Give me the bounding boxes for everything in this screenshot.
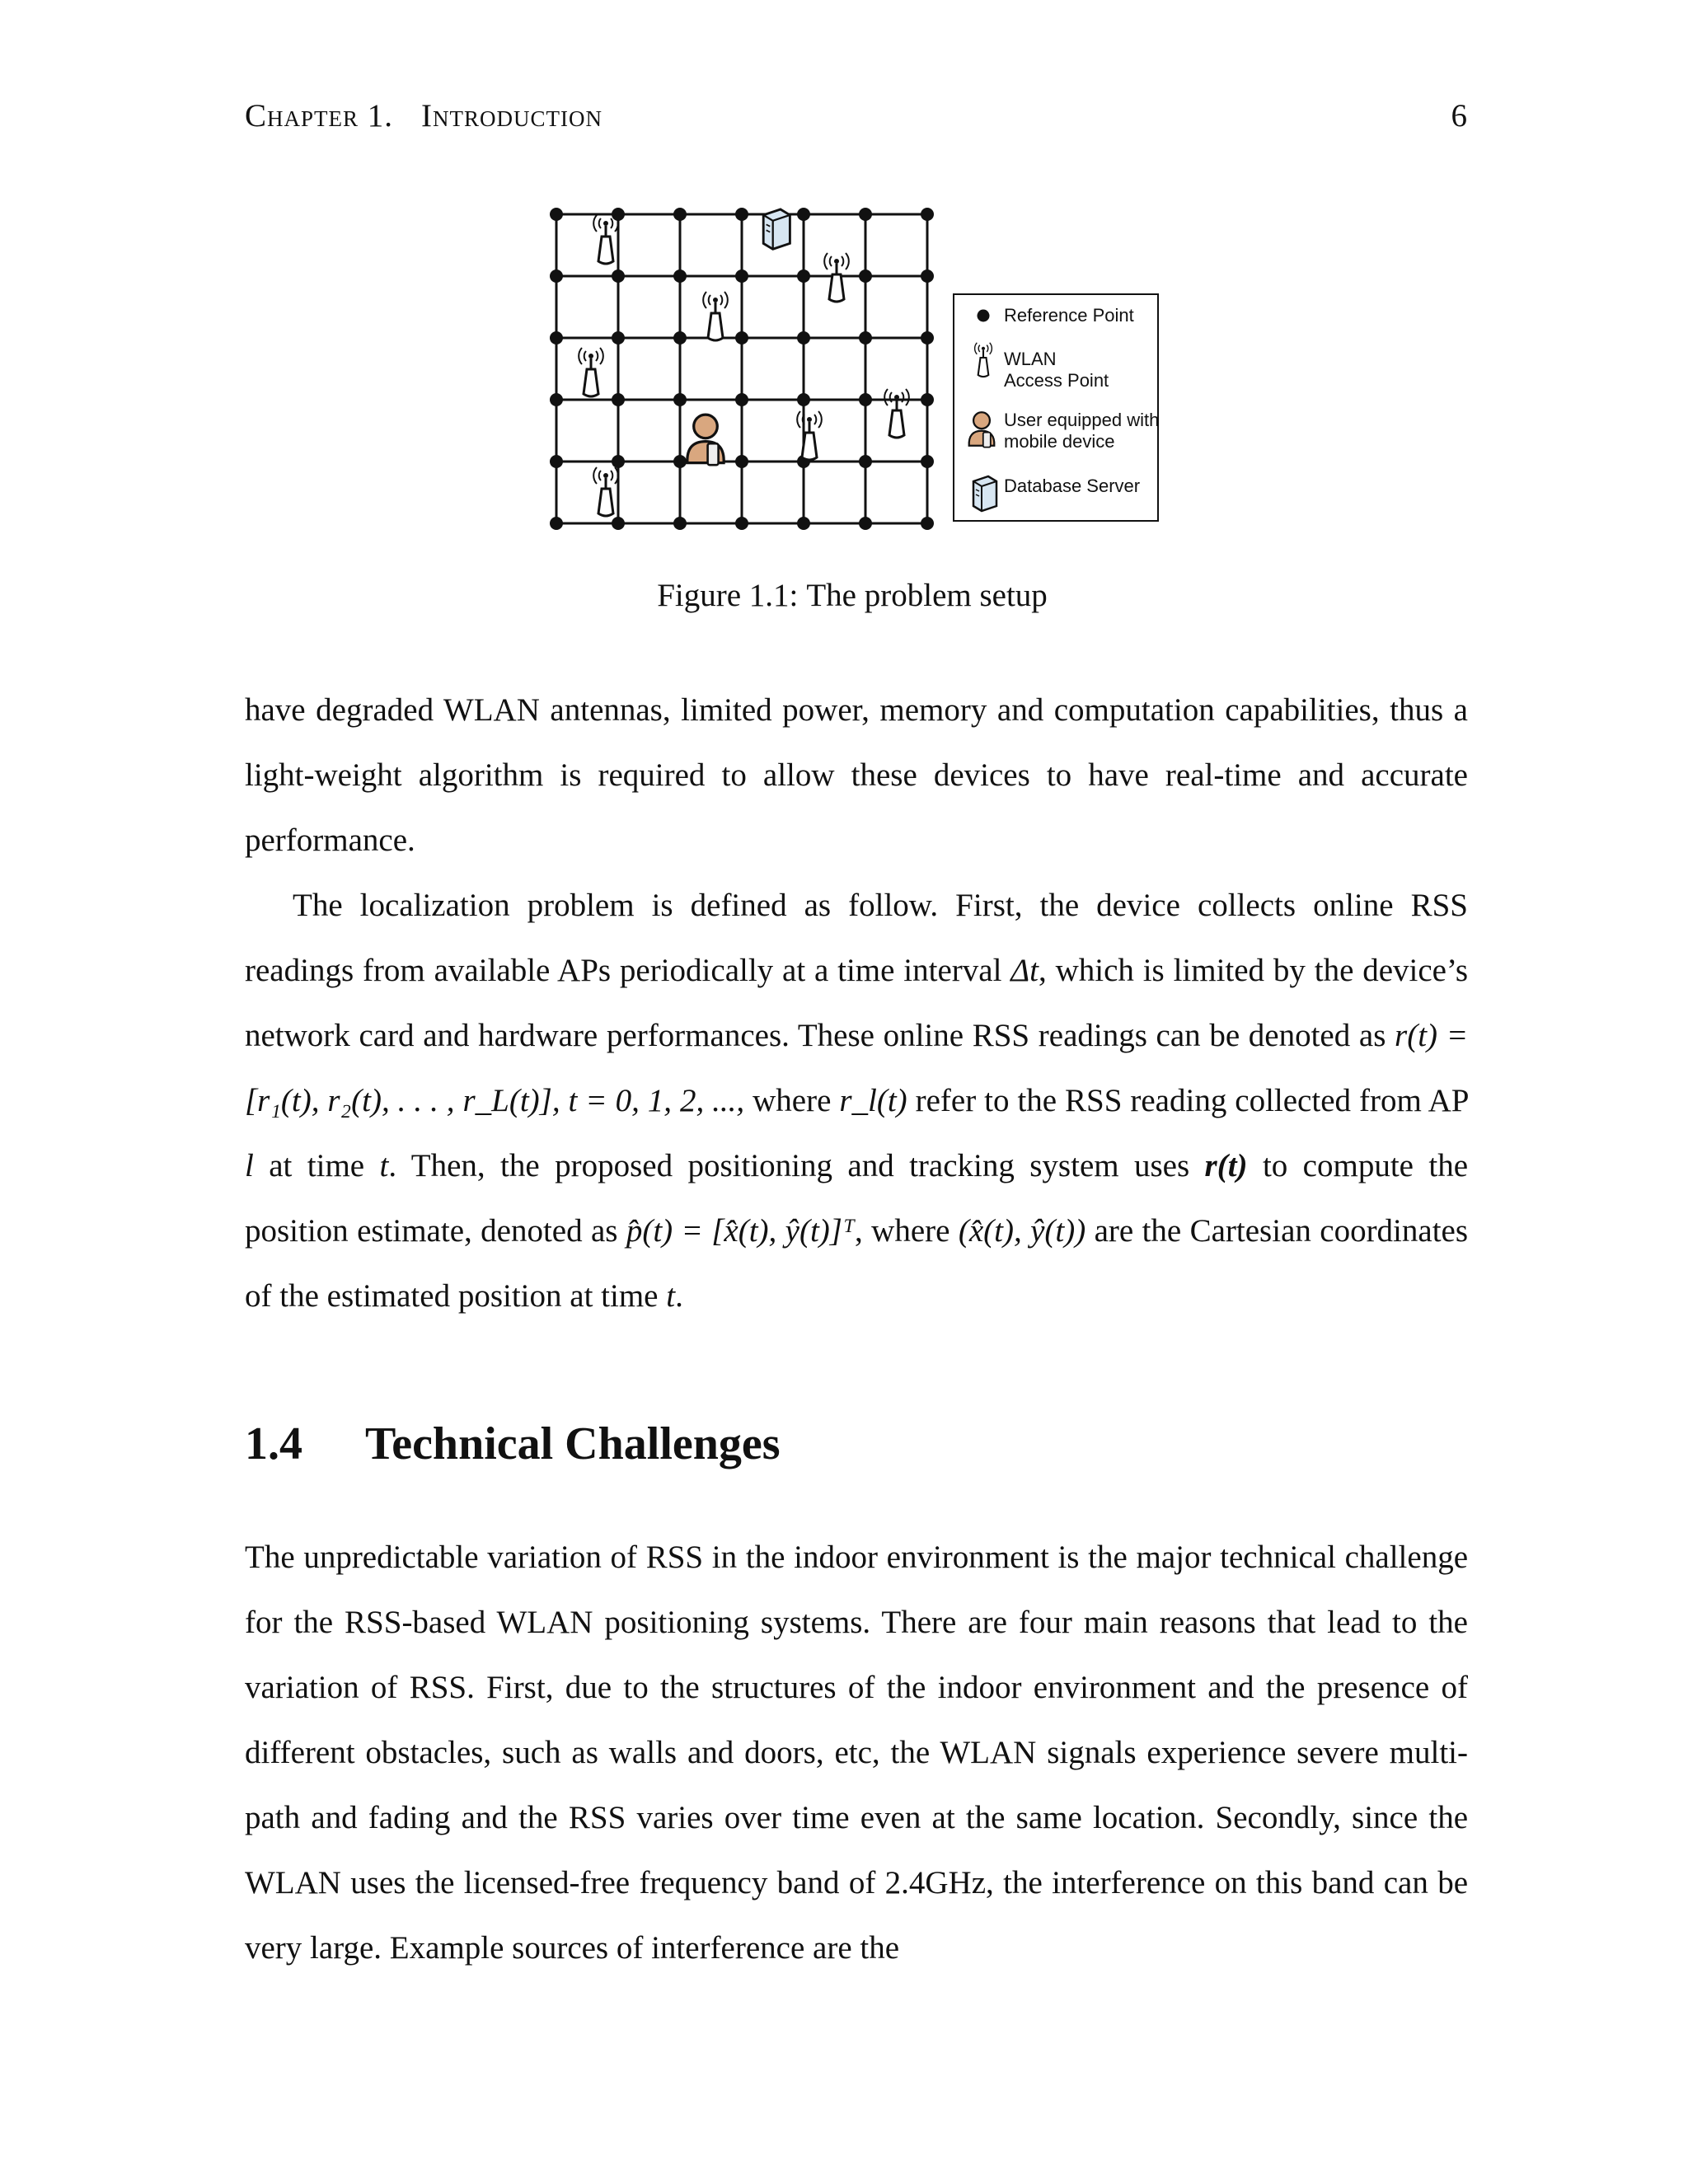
paragraph-1: have degraded WLAN antennas, limited power, memory and computation capabilities, thus a light-weight algorithm is required to allow these devices to have real-time and accurate performance. bbox=[245, 692, 1468, 858]
reference-point bbox=[859, 208, 872, 221]
reference-point bbox=[797, 517, 810, 530]
figure-caption bbox=[245, 577, 1468, 614]
access-point-icon bbox=[593, 467, 618, 516]
p2-text-2: , which is limited by the device’s network card and hardware performances. These online RSS readings can be denoted as bbox=[245, 953, 1468, 1053]
access-point-icon bbox=[579, 348, 603, 396]
math-r-t: r(t) bbox=[1204, 1148, 1248, 1183]
math-delta-t: Δt bbox=[1010, 953, 1039, 988]
body-text-top bbox=[245, 677, 1468, 1329]
reference-point bbox=[673, 331, 687, 344]
reference-point bbox=[550, 331, 563, 344]
reference-point bbox=[921, 269, 934, 283]
reference-point bbox=[921, 455, 934, 468]
chapter-title: Introduction bbox=[421, 98, 603, 134]
access-point-icon bbox=[593, 215, 618, 264]
body-text-bottom bbox=[245, 1525, 1468, 1980]
paragraph-2 bbox=[245, 873, 1468, 1329]
p2-text-4: refer to the RSS reading collected from AP bbox=[907, 1083, 1468, 1118]
reference-point bbox=[550, 269, 563, 283]
reference-point bbox=[612, 517, 625, 530]
caption-label: Figure 1.1: bbox=[657, 578, 799, 613]
reference-point bbox=[859, 269, 872, 283]
legend-reference-point-icon bbox=[978, 310, 990, 322]
page-number: 6 bbox=[1451, 98, 1468, 134]
reference-point bbox=[673, 455, 687, 468]
caption-text: The problem setup bbox=[806, 578, 1048, 613]
running-head bbox=[245, 97, 1468, 147]
math-coordinates: (x̂(t), ŷ(t)) bbox=[958, 1213, 1086, 1249]
math-l: l bbox=[245, 1148, 254, 1183]
legend-server-icon bbox=[973, 476, 996, 511]
paragraph-3: The unpredictable variation of RSS in the indoor environment is the major technical challenge for the RSS-based WLAN positioning systems. There are four main reasons that lead to the variation of RSS. First, due to the structures of the indoor environment and the presence of different obstacles, such as walls and doors, etc, the WLAN signals experience severe multi-path and fading and the RSS varies over time even at the same location. Secondly, since the WLAN uses the licensed-free frequency band of 2.4GHz, the interference on this band can be very large. Example sources of interference are the bbox=[245, 1540, 1468, 1966]
chapter-heading bbox=[245, 97, 631, 134]
p2-text-1: The localization problem is defined as follow. First, the device collects online RSS readings from available APs periodically at a time interval bbox=[245, 888, 1468, 988]
reference-point bbox=[921, 331, 934, 344]
server-icon bbox=[763, 209, 790, 249]
legend-access-point-label: WLAN Access Point bbox=[1004, 349, 1109, 391]
reference-point bbox=[797, 269, 810, 283]
section-number: 1.4 bbox=[245, 1418, 302, 1469]
reference-point bbox=[673, 208, 687, 221]
reference-point bbox=[612, 208, 625, 221]
reference-point bbox=[735, 269, 748, 283]
p2-text-6: . Then, the proposed positioning and tracking system uses bbox=[388, 1148, 1205, 1183]
legend-reference-point-label: Reference Point bbox=[1004, 305, 1134, 326]
math-position-estimate: p̂(t) = [x̂(t), ŷ(t)]ᵀ bbox=[626, 1213, 856, 1249]
reference-point bbox=[735, 517, 748, 530]
math-t: t bbox=[379, 1148, 389, 1183]
user-icon bbox=[687, 415, 724, 465]
figure-problem-setup bbox=[544, 194, 1170, 548]
reference-point bbox=[550, 393, 563, 406]
p2-text-8: , where bbox=[855, 1213, 959, 1249]
reference-point bbox=[673, 393, 687, 406]
reference-point bbox=[921, 208, 934, 221]
access-point-icon bbox=[703, 292, 728, 340]
reference-point bbox=[797, 331, 810, 344]
reference-point bbox=[673, 269, 687, 283]
database-server bbox=[763, 209, 790, 249]
reference-point bbox=[612, 269, 625, 283]
reference-point bbox=[735, 331, 748, 344]
access-point-icon bbox=[884, 389, 909, 438]
section-heading bbox=[245, 1418, 781, 1470]
access-points bbox=[579, 215, 909, 516]
reference-point bbox=[550, 455, 563, 468]
reference-point bbox=[859, 517, 872, 530]
reference-point bbox=[550, 208, 563, 221]
reference-point bbox=[673, 517, 687, 530]
reference-point bbox=[735, 393, 748, 406]
section-title: Technical Challenges bbox=[365, 1418, 781, 1469]
chapter-label: Chapter 1. bbox=[245, 98, 394, 134]
reference-point bbox=[921, 393, 934, 406]
user-device bbox=[687, 415, 724, 465]
reference-point bbox=[859, 393, 872, 406]
math-t-2: t bbox=[666, 1278, 676, 1314]
reference-point bbox=[735, 455, 748, 468]
p2-text-3: where bbox=[744, 1083, 840, 1118]
p2-text-7: to compute the position estimate, denoted as bbox=[245, 1148, 1469, 1249]
reference-point bbox=[859, 331, 872, 344]
reference-point bbox=[550, 517, 563, 530]
reference-point bbox=[797, 208, 810, 221]
reference-point bbox=[612, 455, 625, 468]
reference-point bbox=[921, 517, 934, 530]
reference-point bbox=[612, 393, 625, 406]
p2-text-9: are the Cartesian coordinates of the estimated position at time bbox=[245, 1213, 1469, 1314]
reference-point bbox=[612, 331, 625, 344]
p2-text-10: . bbox=[675, 1278, 683, 1314]
legend-user-label: User equipped with mobile device bbox=[1004, 410, 1160, 452]
access-point-icon bbox=[797, 411, 822, 460]
reference-point bbox=[797, 393, 810, 406]
math-rss-vector: r(t) = [r₁(t), r₂(t), . . . , r_L(t)], t = 0, 1, 2, ..., bbox=[245, 1018, 1469, 1118]
p2-text-5: at time bbox=[253, 1148, 380, 1183]
legend-server-label: Database Server bbox=[1004, 476, 1141, 496]
math-rl-t: r_l(t) bbox=[839, 1083, 907, 1118]
reference-point bbox=[859, 455, 872, 468]
reference-point bbox=[735, 208, 748, 221]
